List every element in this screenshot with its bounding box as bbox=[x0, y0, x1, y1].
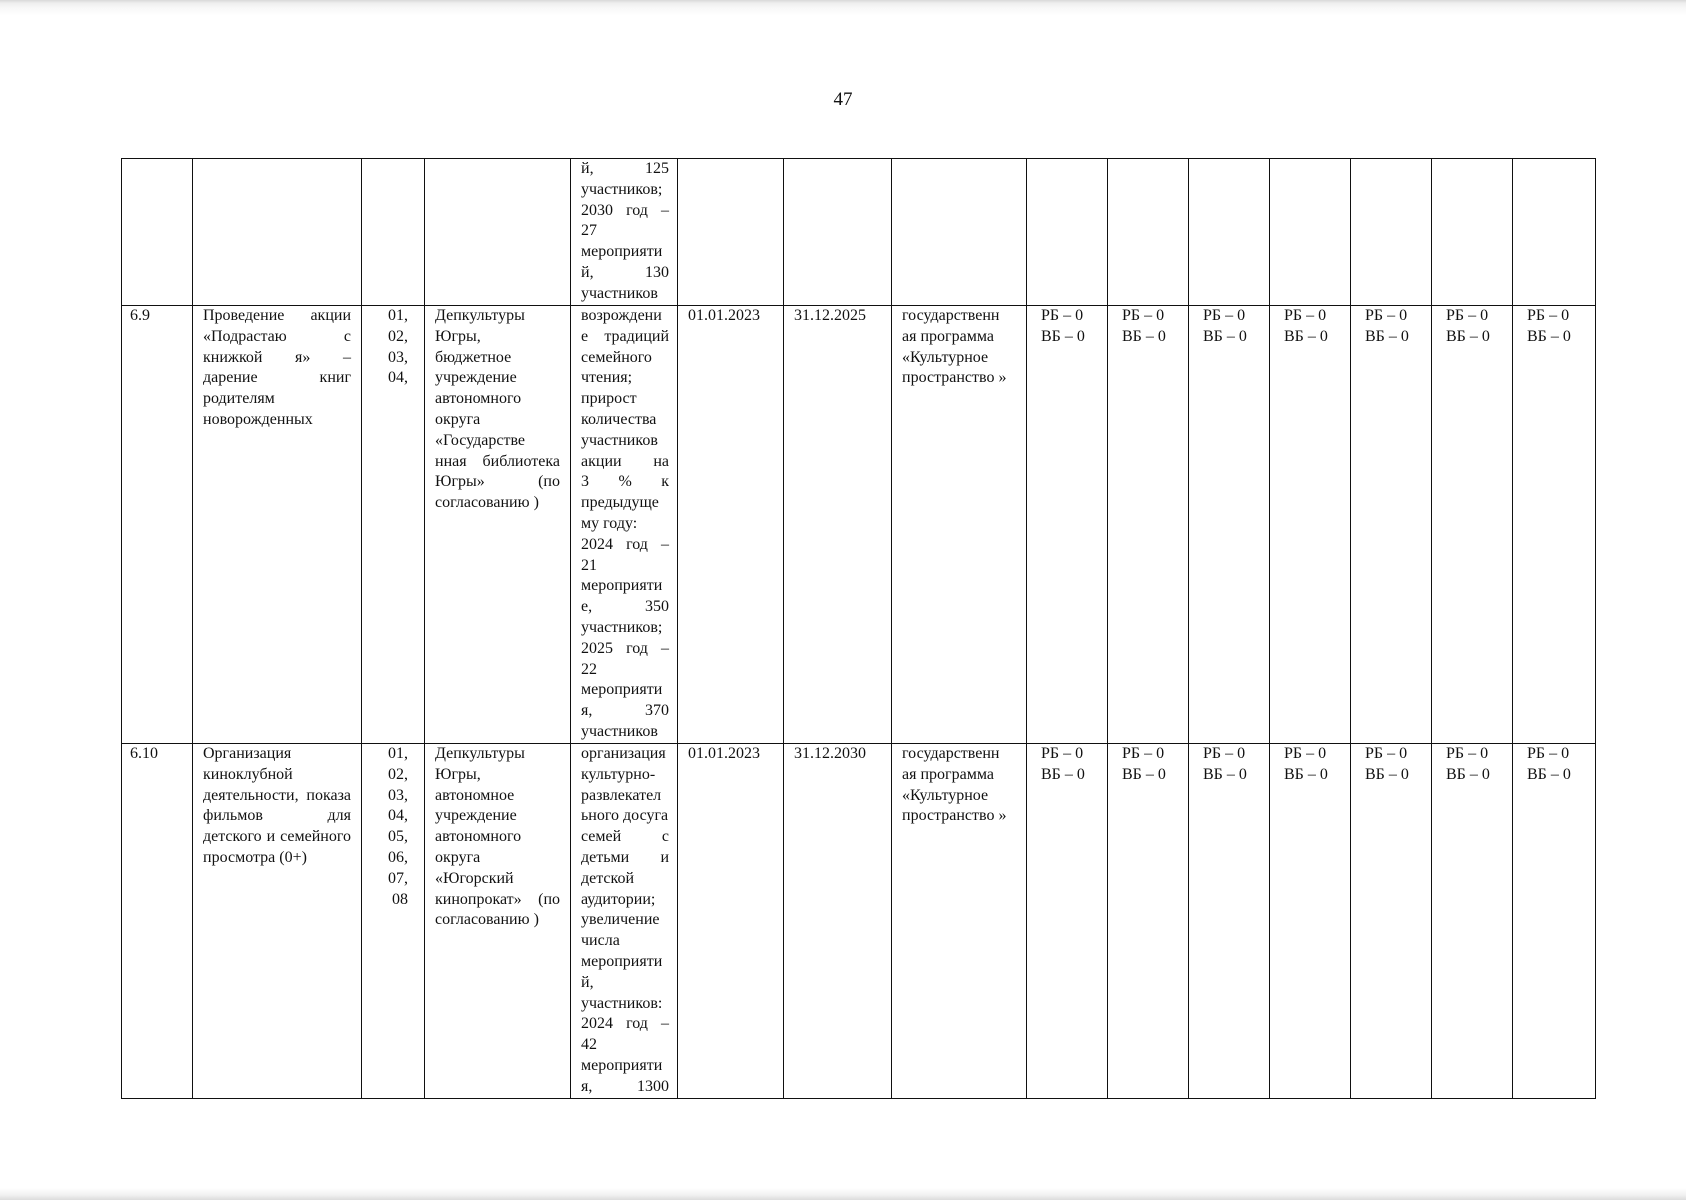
cell-start bbox=[678, 159, 784, 306]
cell-codes bbox=[362, 159, 425, 306]
funding-vb: ВБ – 0 bbox=[1446, 765, 1490, 783]
funding-rb: РБ – 0 bbox=[1365, 745, 1408, 762]
cell-funding bbox=[1027, 159, 1108, 306]
code-item: 01, bbox=[388, 307, 408, 324]
cell-result bbox=[571, 306, 678, 744]
cell-funding bbox=[1351, 306, 1432, 744]
funding-vb: ВБ – 0 bbox=[1446, 327, 1490, 345]
code-item: 02, bbox=[388, 327, 408, 345]
table-row-continuation bbox=[122, 159, 1596, 306]
code-item: 05, bbox=[388, 828, 408, 846]
funding-rb: РБ – 0 bbox=[1203, 745, 1246, 762]
result-line: участников bbox=[581, 722, 658, 740]
funding-rb: РБ – 0 bbox=[1122, 745, 1165, 762]
cell-funding bbox=[1432, 306, 1513, 744]
scan-edge-top bbox=[0, 0, 1686, 16]
result-line: культурно- bbox=[581, 765, 656, 783]
cell-num: 6.9 bbox=[122, 306, 193, 744]
cell-num bbox=[122, 159, 193, 306]
cell-name: Проведение акции «Подрастаю с книжкой я» – дарение книг родителям новорожденных bbox=[193, 306, 362, 744]
cell-responsible: Депкультуры Югры, бюджетное учреждение автономного округа «Государстве нная библиотека Югры» (по согласованию ) bbox=[425, 306, 571, 744]
cell-result bbox=[571, 159, 678, 306]
code-item: 04, bbox=[388, 369, 408, 387]
funding-vb: ВБ – 0 bbox=[1122, 765, 1166, 783]
funding-vb: ВБ – 0 bbox=[1203, 765, 1247, 783]
funding-rb: РБ – 0 bbox=[1365, 307, 1408, 324]
cell-funding bbox=[1189, 159, 1270, 306]
result-line: прирост bbox=[581, 390, 637, 408]
table-row-6-9 bbox=[122, 306, 1596, 744]
funding-rb: РБ – 0 bbox=[1284, 745, 1327, 762]
result-line: участников: bbox=[581, 994, 663, 1012]
cell-funding bbox=[1270, 159, 1351, 306]
result-line: увеличение bbox=[581, 911, 660, 929]
funding-rb: РБ – 0 bbox=[1284, 307, 1327, 324]
funding-rb: РБ – 0 bbox=[1041, 307, 1084, 324]
cell-start-date: 01.01.2023 bbox=[678, 306, 784, 744]
result-line: семей с bbox=[581, 828, 669, 846]
cell-name bbox=[193, 159, 362, 306]
result-line: 3 % к bbox=[581, 473, 669, 491]
result-line: участников; bbox=[581, 180, 663, 198]
result-line: возрождени bbox=[581, 307, 662, 324]
result-line: предыдуще bbox=[581, 494, 659, 512]
result-line: 21 bbox=[581, 556, 597, 574]
cell-funding bbox=[1108, 306, 1189, 744]
funding-vb: ВБ – 0 bbox=[1284, 765, 1328, 783]
funding-vb: ВБ – 0 bbox=[1527, 327, 1571, 345]
cell-start-date: 01.01.2023 bbox=[678, 744, 784, 1099]
cell-funding bbox=[1513, 159, 1596, 306]
result-line: 2030 год – bbox=[581, 201, 669, 219]
cell-funding bbox=[1513, 306, 1596, 744]
cell-responsible: Депкультуры Югры, автономное учреждение автономного округа «Югорский кинопрокат» (по согласованию ) bbox=[425, 744, 571, 1099]
result-line: му году: bbox=[581, 514, 638, 532]
result-line: 2024 год – bbox=[581, 535, 669, 553]
result-line: е, 350 bbox=[581, 598, 669, 616]
result-line: й, bbox=[581, 973, 594, 991]
cell-funding bbox=[1108, 159, 1189, 306]
result-line: я, 370 bbox=[581, 702, 669, 720]
result-line: детьми и bbox=[581, 848, 669, 866]
result-line: 2024 год – bbox=[581, 1015, 669, 1033]
result-line: семейного bbox=[581, 348, 652, 366]
funding-vb: ВБ – 0 bbox=[1365, 327, 1409, 345]
result-line: мероприяти bbox=[581, 952, 663, 970]
scan-edge-bottom bbox=[0, 1188, 1686, 1200]
funding-rb: РБ – 0 bbox=[1527, 745, 1570, 762]
result-line: й, 130 bbox=[581, 263, 669, 281]
result-line: количества bbox=[581, 410, 657, 428]
cell-codes bbox=[362, 744, 425, 1099]
cell-funding bbox=[1432, 744, 1513, 1099]
result-line: чтения; bbox=[581, 369, 633, 387]
funding-rb: РБ – 0 bbox=[1122, 307, 1165, 324]
result-line: мероприяти bbox=[581, 577, 663, 595]
result-line: мероприяти bbox=[581, 243, 663, 261]
cell-funding bbox=[1027, 744, 1108, 1099]
funding-vb: ВБ – 0 bbox=[1041, 327, 1085, 345]
code-item: 01, bbox=[388, 745, 408, 762]
cell-program: государственн ая программа «Культурное пространство » bbox=[892, 306, 1027, 744]
funding-rb: РБ – 0 bbox=[1203, 307, 1246, 324]
page-number: 47 bbox=[833, 89, 853, 110]
funding-rb: РБ – 0 bbox=[1527, 307, 1570, 324]
funding-vb: ВБ – 0 bbox=[1122, 327, 1166, 345]
result-line: мероприяти bbox=[581, 681, 663, 699]
cell-program: государственн ая программа «Культурное пространство » bbox=[892, 744, 1027, 1099]
cell-result bbox=[571, 744, 678, 1099]
result-line: 42 bbox=[581, 1036, 597, 1054]
funding-rb: РБ – 0 bbox=[1041, 745, 1084, 762]
result-line: й, 125 bbox=[581, 160, 669, 177]
cell-codes bbox=[362, 306, 425, 744]
cell-name: Организация киноклубной деятельности, показа фильмов для детского и семейного просмотра (0+) bbox=[193, 744, 362, 1099]
result-line: детской bbox=[581, 869, 635, 887]
cell-funding bbox=[1108, 744, 1189, 1099]
result-line: аудитории; bbox=[581, 890, 656, 908]
cell-end-date: 31.12.2030 bbox=[784, 744, 892, 1099]
cell-responsible bbox=[425, 159, 571, 306]
cell-funding bbox=[1351, 744, 1432, 1099]
funding-rb: РБ – 0 bbox=[1446, 745, 1489, 762]
cell-end-date: 31.12.2025 bbox=[784, 306, 892, 744]
result-line: акции на bbox=[581, 452, 669, 470]
result-line: 2025 год – bbox=[581, 639, 669, 657]
funding-vb: ВБ – 0 bbox=[1041, 765, 1085, 783]
result-line: е традиций bbox=[581, 327, 669, 345]
cell-program bbox=[892, 159, 1027, 306]
funding-vb: ВБ – 0 bbox=[1284, 327, 1328, 345]
code-item: 07, bbox=[388, 869, 408, 887]
code-item: 06, bbox=[388, 848, 408, 866]
result-line: 22 bbox=[581, 660, 597, 678]
cell-funding bbox=[1513, 744, 1596, 1099]
code-item: 04, bbox=[388, 807, 408, 825]
measures-table bbox=[121, 158, 1596, 1099]
cell-num: 6.10 bbox=[122, 744, 193, 1099]
table-row-6-10 bbox=[122, 744, 1596, 1099]
cell-funding bbox=[1189, 306, 1270, 744]
code-item: 02, bbox=[388, 765, 408, 783]
cell-funding bbox=[1027, 306, 1108, 744]
code-item: 08 bbox=[392, 890, 408, 908]
cell-funding bbox=[1351, 159, 1432, 306]
code-item: 03, bbox=[388, 348, 408, 366]
result-line: развлекател bbox=[581, 786, 662, 804]
cell-funding bbox=[1270, 306, 1351, 744]
result-line: ьного досуга bbox=[581, 807, 669, 825]
cell-funding bbox=[1270, 744, 1351, 1099]
funding-vb: ВБ – 0 bbox=[1203, 327, 1247, 345]
funding-vb: ВБ – 0 bbox=[1365, 765, 1409, 783]
funding-vb: ВБ – 0 bbox=[1527, 765, 1571, 783]
result-line: участников bbox=[581, 284, 658, 302]
result-line: участников bbox=[581, 431, 658, 449]
funding-rb: РБ – 0 bbox=[1446, 307, 1489, 324]
result-line: мероприяти bbox=[581, 1056, 663, 1074]
result-line: числа bbox=[581, 932, 620, 950]
result-line: 27 bbox=[581, 222, 597, 240]
cell-funding bbox=[1432, 159, 1513, 306]
result-line: организация bbox=[581, 745, 666, 762]
result-line: участников; bbox=[581, 618, 663, 636]
cell-end bbox=[784, 159, 892, 306]
result-line: я, 1300 bbox=[581, 1077, 669, 1095]
code-item: 03, bbox=[388, 786, 408, 804]
cell-funding bbox=[1189, 744, 1270, 1099]
